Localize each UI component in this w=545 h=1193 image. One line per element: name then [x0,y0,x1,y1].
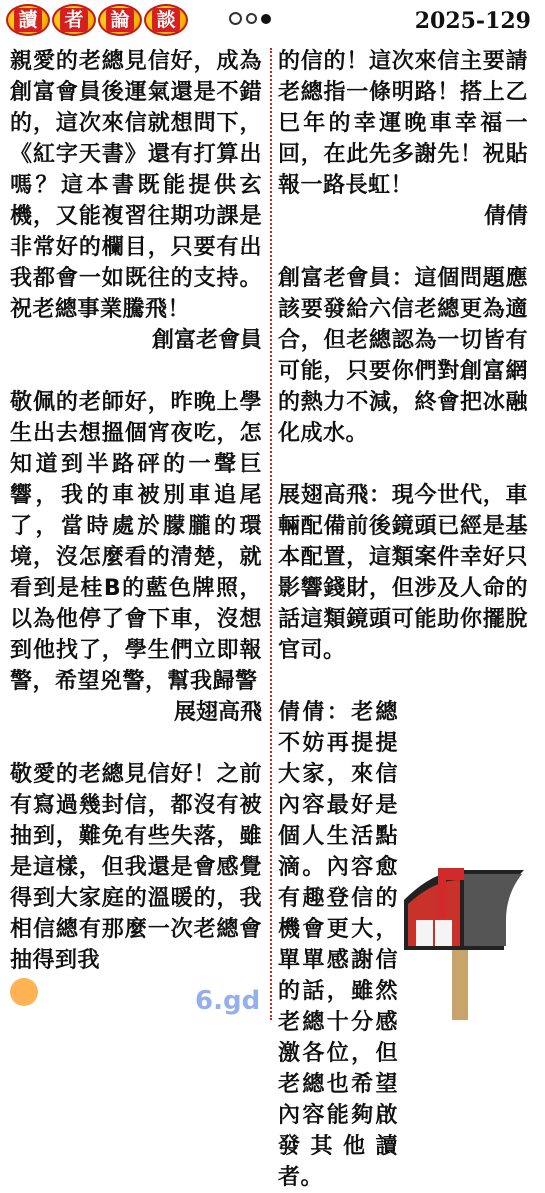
letter-signature: 創富老會員 [151,328,262,353]
page-header [0,0,545,40]
issue-number: 2025-129 [414,8,531,34]
reader-letter-continued: 的信的！這次來信主要請老總指一條明路！搭上乙巳年的幸運晚車幸福一回，在此先多謝先！祝貼報一路長虹！ [278,49,528,198]
title-badge [144,4,188,36]
editor-reply: 創富老會員：這個問題應該要發給六信老總更為適合，但老總認為一切皆有可能，只要你們對創富網的熱力不減，終會把冰融化成水。 [278,266,528,446]
title-badge [6,4,50,36]
circle-outline-icon [229,12,242,25]
editor-reply: 倩倩：老總不妨再提提大家，來信內容最好是個人生活點滴。內容愈有趣登信的機會更大，單單感謝信的話，雖然老總十分感激各位，但老總也希望內容能夠啟發其他讀者。 [278,700,398,1190]
logo-circle-icon [10,978,38,1006]
right-column [278,46,528,1193]
title-char: 論 [106,8,134,32]
reader-letter: 敬愛的老總見信好！之前有寫過幾封信，都沒有被抽到，難免有些失落，雖是這樣，但我還是會感覺得到大家庭的溫暖的，我相信總有那麼一次老總會抽得到我 [10,762,262,973]
title-char: 者 [60,8,88,32]
circle-filled-icon [261,14,271,24]
reader-letter: 敬佩的老師好，昨晚上學生出去想搵個宵夜吃，怎知道到半路砰的一聲巨響，我的車被別車追尾了，當時處於朦朧的環境，沒怎麼看的清楚，就看到是桂B的藍色牌照，以為他停了會下車，沒想到他找了，學生們立即報警，希望兇警，幫我歸警 [10,390,262,694]
title-badge [52,4,96,36]
decorative-dots [229,12,271,25]
left-column [10,46,262,976]
letter-signature: 倩倩 [483,204,528,229]
title-badge [98,4,142,36]
watermark-text: 6.gd [195,986,261,1016]
title-char: 談 [152,8,180,32]
mailbox-icon [394,860,534,1020]
title-char: 讀 [14,8,42,32]
section-title-badges [6,4,188,36]
circle-outline-icon [246,13,257,24]
column-divider [270,48,272,1020]
reader-letter: 親愛的老總見信好，成為創富會員後運氣還是不錯的，這次來信就想問下，《紅字天書》還有打算出嗎？這本書既能提供玄機，又能複習往期功課是非常好的欄目，只要有出我都會一如既往的支持。祝老總事業騰飛！ [10,49,262,322]
editor-reply: 展翅高飛：現今世代，車輛配備前後鏡頭已經是基本配置，這類案件幸好只影響錢財，但涉及人命的話這類鏡頭可能助你擺脫官司。 [278,483,528,663]
letter-signature: 展翅高飛 [173,700,262,725]
